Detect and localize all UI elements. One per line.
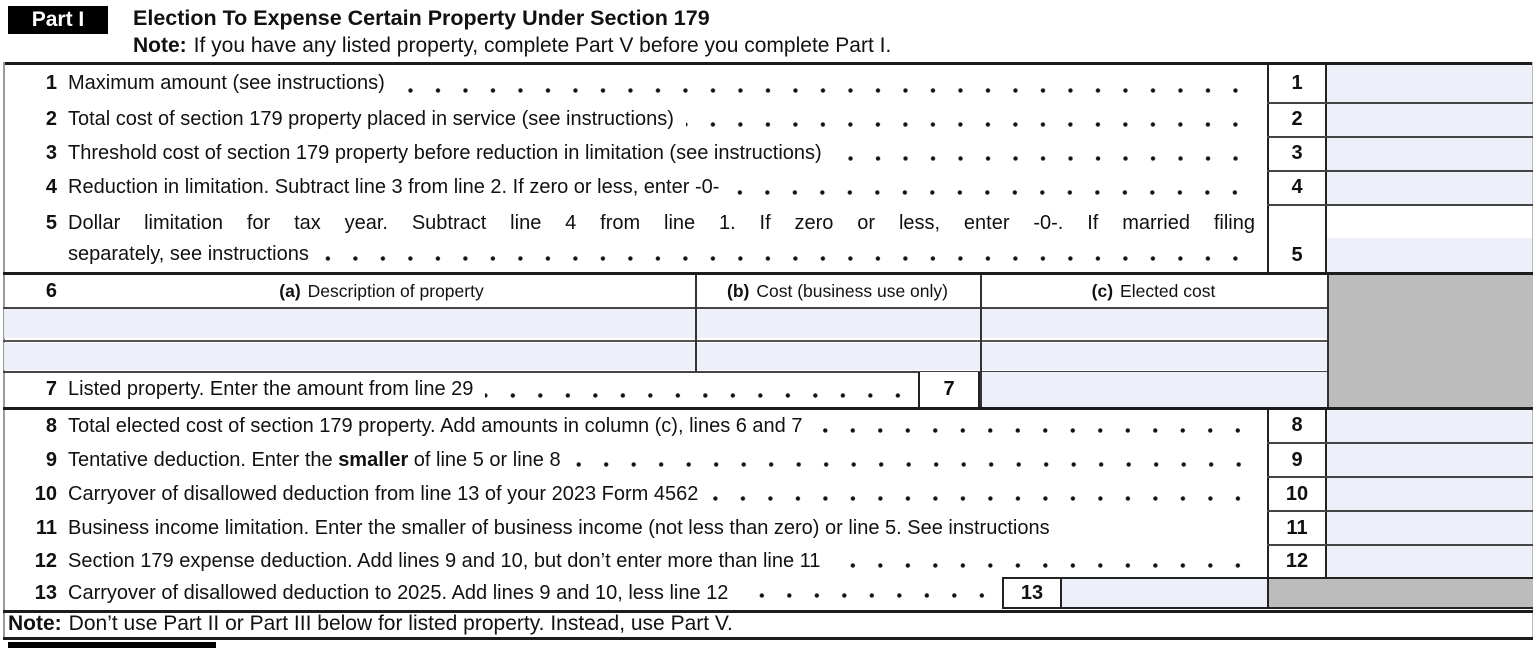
- column-b-header: (b) Cost (business use only): [727, 280, 948, 301]
- table-row-divider: [3, 340, 1327, 342]
- dotted-leader: [321, 256, 1249, 261]
- line-2-text: Total cost of section 179 property placed in service (see instructions): [68, 107, 674, 130]
- line-13-shaded-area: [1267, 579, 1532, 607]
- line-11-amount-field[interactable]: [1327, 512, 1532, 544]
- line-13-numbox: 13: [1002, 579, 1062, 607]
- row-divider: [1267, 544, 1533, 546]
- footer-note: [8, 612, 733, 636]
- line-5-text-1: Dollar limitation for tax year. Subtract line 4 from line 1. If zero or less, enter -0-. If married filing: [68, 212, 1255, 234]
- line-11-number: 11: [35, 516, 57, 539]
- footer-note-label: Note:: [8, 612, 62, 635]
- line-4-text: Reduction in limitation. Subtract line 3 from line 2. If zero or less, enter -0-: [68, 175, 720, 198]
- line-4-row: [3, 170, 1255, 204]
- dotted-leader: [740, 593, 996, 598]
- column-a-b-divider: [695, 275, 697, 372]
- line-8-number: 8: [45, 414, 57, 437]
- line-11-row: [3, 512, 1258, 544]
- line-6-number: 6: [45, 279, 57, 302]
- line-10-amount-field[interactable]: [1327, 478, 1532, 510]
- line-3-numbox: 3: [1267, 136, 1327, 170]
- line-4-number: 4: [45, 175, 57, 198]
- line-5-number: 5: [45, 212, 57, 234]
- line-5-amount-field[interactable]: [1327, 204, 1532, 272]
- line-10-number: 10: [34, 482, 57, 505]
- line-9-amount-field[interactable]: [1327, 444, 1532, 476]
- line-8-numbox: 8: [1267, 410, 1327, 443]
- line-12-row: [3, 546, 1258, 577]
- line-12-numbox: 12: [1267, 546, 1327, 577]
- line-5-number-row: [3, 208, 57, 239]
- line-3-row: [3, 136, 1255, 170]
- column-a-header: (a) Description of property: [279, 280, 484, 301]
- line-9-row: [3, 444, 1258, 476]
- line-12-number: 12: [34, 550, 57, 572]
- line-4-numbox: 4: [1267, 170, 1327, 204]
- line-1-number: 1: [45, 72, 57, 94]
- part-1-title: Election To Expense Certain Property Under Section 179: [133, 6, 710, 30]
- dotted-leader: [573, 462, 1252, 467]
- dotted-leader: [397, 88, 1249, 93]
- dotted-leader: [710, 496, 1252, 501]
- dotted-leader: [485, 393, 912, 398]
- line-5-text-2: separately, see instructions: [68, 243, 309, 265]
- dotted-leader: [832, 563, 1252, 568]
- line-13-number: 13: [34, 581, 57, 604]
- dotted-leader: [731, 190, 1249, 195]
- line-2-number: 2: [45, 107, 57, 130]
- next-part-badge-partial: [8, 642, 216, 648]
- line-1-text: Maximum amount (see instructions): [68, 72, 385, 94]
- property-description-input-row2[interactable]: [4, 343, 695, 370]
- row-divider: [1267, 442, 1533, 444]
- line-13-row: [3, 579, 1002, 607]
- line-9-numbox: 9: [1267, 444, 1327, 476]
- line-1-amount-field[interactable]: [1327, 65, 1532, 102]
- line-5-text-2-row: [68, 239, 1255, 270]
- line-8-text: Total elected cost of section 179 property. Add amounts in column (c), lines 6 and 7: [68, 414, 803, 437]
- line-9-text: Tentative deduction. Enter the smaller of line 5 or line 8: [68, 448, 561, 471]
- column-c-header: (c) Elected cost: [1091, 280, 1216, 301]
- line-11-text: Business income limitation. Enter the smaller of business income (not less than zero) or line 5. See instructions: [68, 516, 1050, 539]
- bottom-rule: [3, 637, 1533, 640]
- line-7-text: Listed property. Enter the amount from line 29: [68, 378, 474, 400]
- row-divider: [1267, 102, 1533, 104]
- line-12-amount-field[interactable]: [1327, 546, 1532, 577]
- line-1-numbox: 1: [1267, 65, 1327, 102]
- line-7-row: [3, 372, 918, 407]
- line-6-number-row: [3, 275, 57, 307]
- line-11-numbox: 11: [1267, 512, 1327, 544]
- line-3-text: Threshold cost of section 179 property before reduction in limitation (see instructions): [68, 141, 822, 164]
- line-13-amount-field[interactable]: [1062, 579, 1267, 607]
- dotted-leader: [834, 156, 1249, 161]
- line-10-text: Carryover of disallowed deduction from line 13 of your 2023 Form 4562: [68, 482, 699, 505]
- line-2-amount-field[interactable]: [1327, 102, 1532, 136]
- note-label: Note:: [133, 34, 187, 57]
- note-text: If you have any listed property, complete Part V before you complete Part I.: [193, 34, 892, 57]
- dotted-leader: [686, 122, 1249, 127]
- dotted-leader: [814, 428, 1252, 433]
- property-cost-input-row1[interactable]: [697, 309, 980, 338]
- row-divider: [1267, 204, 1533, 206]
- line-2-numbox: 2: [1267, 102, 1327, 136]
- line-8-row: [3, 410, 1258, 442]
- line-7-numbox: 7: [918, 372, 980, 407]
- line-8-amount-field[interactable]: [1327, 410, 1532, 443]
- part-1-badge: Part I: [8, 6, 108, 34]
- line-1-row: [3, 65, 1255, 102]
- shaded-area: [1329, 275, 1532, 407]
- property-elected-cost-input-row2[interactable]: [982, 343, 1327, 370]
- row-divider: [1267, 136, 1533, 138]
- row-divider: [1267, 510, 1533, 512]
- line-3-amount-field[interactable]: [1327, 136, 1532, 170]
- line-9-number: 9: [45, 448, 57, 471]
- line-12-text: Section 179 expense deduction. Add lines 9 and 10, but don’t enter more than line 11: [68, 550, 821, 572]
- line-10-numbox: 10: [1267, 478, 1327, 510]
- property-elected-cost-input-row1[interactable]: [982, 309, 1327, 338]
- row-divider: [1267, 170, 1533, 172]
- line-3-number: 3: [45, 141, 57, 164]
- line-5-numbox: 5: [1267, 204, 1327, 272]
- property-cost-input-row2[interactable]: [697, 343, 980, 370]
- line-4-amount-field[interactable]: [1327, 170, 1532, 204]
- line-13-text: Carryover of disallowed deduction to 2025. Add lines 9 and 10, less line 12: [68, 581, 729, 604]
- line-10-row: [3, 478, 1258, 510]
- row-divider: [1267, 476, 1533, 478]
- line-2-row: [3, 102, 1255, 136]
- property-description-input-row1[interactable]: [4, 309, 695, 338]
- part-1-note: [133, 34, 891, 58]
- footer-note-text: Don’t use Part II or Part III below for listed property. Instead, use Part V.: [68, 612, 733, 635]
- line-7-amount-field[interactable]: [982, 372, 1327, 407]
- line-13-bottom-border: [1002, 607, 1533, 609]
- line-7-number: 7: [45, 378, 57, 400]
